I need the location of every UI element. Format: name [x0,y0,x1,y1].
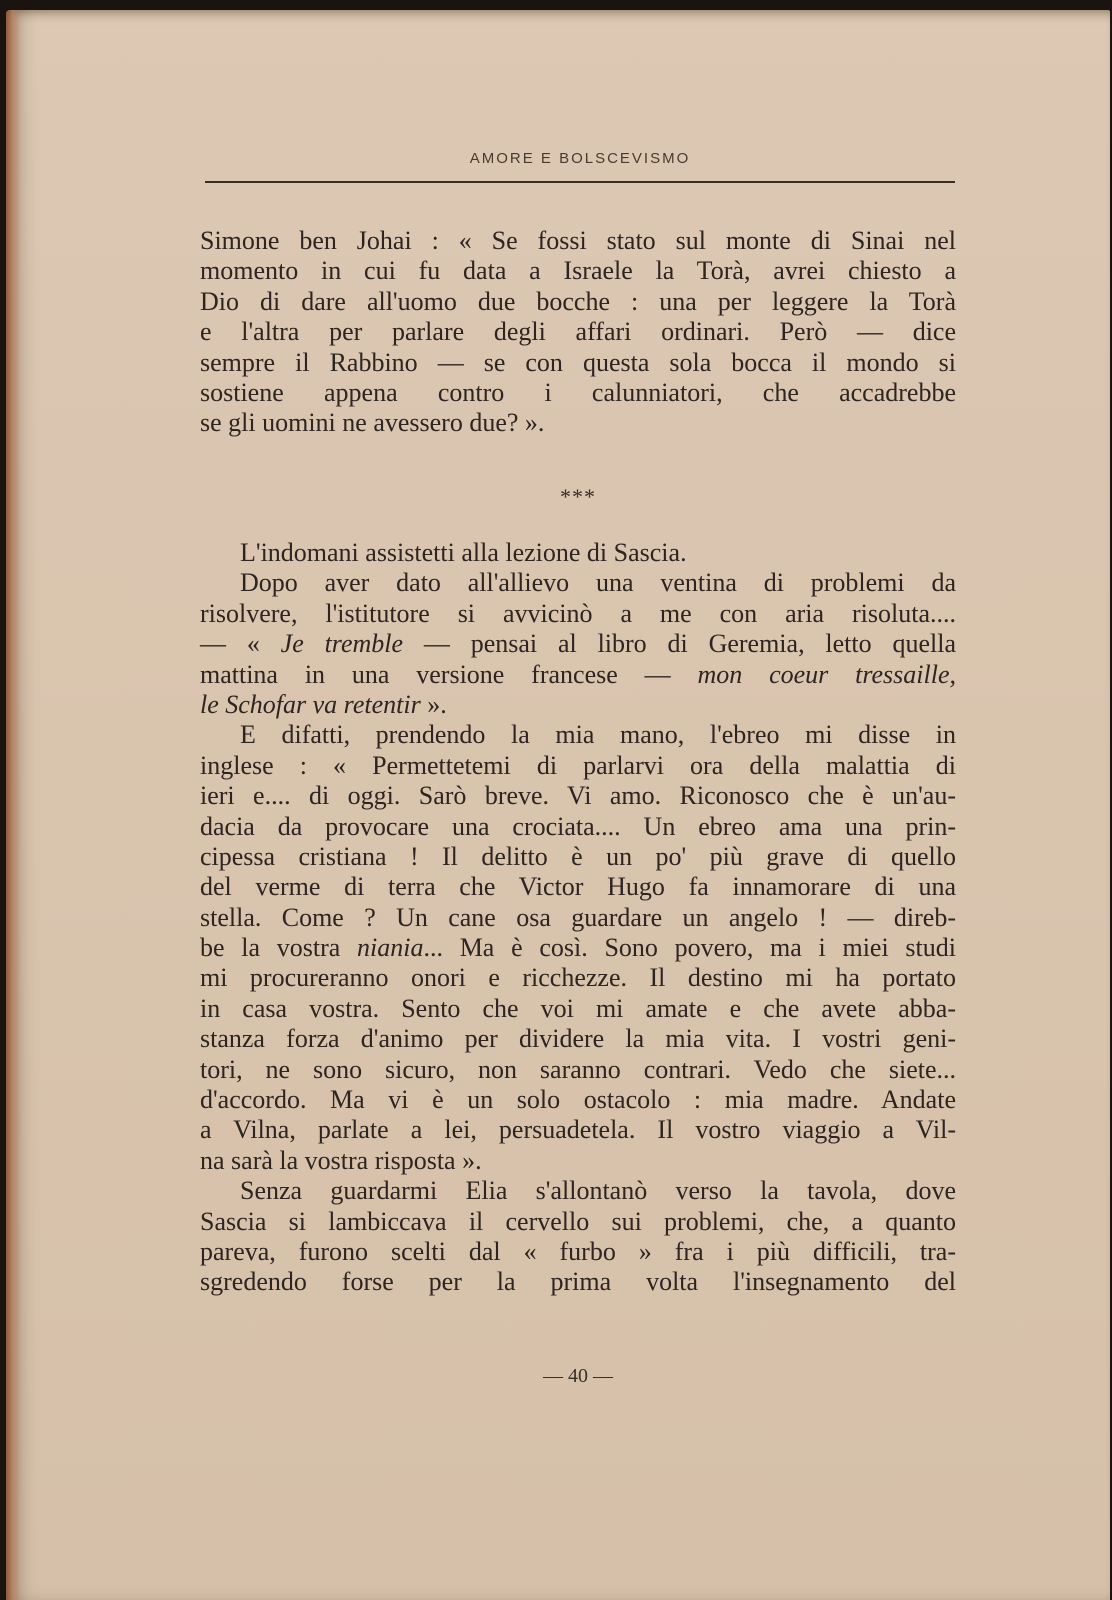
paragraph-1 [200,226,956,439]
text-line: inglese : « Permettetemi di parlarvi ora della malattia di [200,750,956,780]
text-line: in casa vostra. Sento che voi mi amate e che avete abba- [200,993,956,1023]
text-line: d'accordo. Ma vi è un solo ostacolo : mia madre. Andate [200,1085,956,1115]
page-number: — 40 — [543,1365,613,1387]
text-line: stella. Come ? Un cane osa guardare un angelo ! — direb- [200,902,956,932]
text-line: se gli uomini ne avessero due? ». [200,408,545,438]
text-line: ieri e.... di oggi. Sarò breve. Vi amo. Riconosco che è un'au- [200,781,956,811]
text-line: a Vilna, parlate a lei, persuadetela. Il vostro viaggio a Vil- [200,1115,956,1145]
paragraphs-body [200,538,956,1298]
text-line: pareva, furono scelti dal « furbo » fra i più difficili, tra- [200,1236,956,1266]
page-spine-edge [6,10,20,1600]
text-line: stanza forza d'animo per dividere la mia vita. I vostri geni- [200,1024,956,1054]
text-line-italic-mix: le Schofar va retentir ». [200,689,447,719]
text-line-italic-mix: mattina in una versione francese — mon coeur tressaille, [200,659,956,689]
text-line-italic-mix: be la vostra niania... Ma è così. Sono povero, ma i miei studi [200,933,956,963]
text-line: sempre il Rabbino — se con questa sola bocca il mondo si [200,347,956,377]
text-line: Senza guardarmi Elia s'allontanò verso la tavola, dove [240,1176,956,1206]
text-line: Dio di dare all'uomo due bocche : una per leggere la Torà [200,286,956,316]
text-line-italic-mix: — « Je tremble — pensai al libro di Geremia, letto quella [200,629,956,659]
running-head: AMORE E BOLSCEVISMO [469,150,691,167]
text-line: sgredendo forse per la prima volta l'insegnamento del [200,1267,956,1297]
text-line: na sarà la vostra risposta ». [200,1145,482,1175]
text-line: sostiene appena contro i calunniatori, che accadrebbe [200,377,956,407]
text-line: momento in cui fu data a Israele la Torà, avrei chiesto a [200,256,956,286]
text-line: del verme di terra che Victor Hugo fa innamorare di una [200,872,956,902]
text-line: Dopo aver dato all'allievo una ventina di problemi da [240,568,956,598]
header-rule [205,181,955,183]
text-line: Simone ben Johai : « Se fossi stato sul monte di Sinai nel [200,226,956,255]
text-line: mi procureranno onori e ricchezze. Il destino mi ha portato [200,963,956,993]
text-line: tori, ne sono sicuro, non saranno contrari. Vedo che siete... [200,1054,956,1084]
text-line: L'indomani assistetti alla lezione di Sascia. [240,538,687,567]
text-line: Sascia si lambiccava il cervello sui problemi, che, a quanto [200,1206,956,1236]
text-line: dacia da provocare una crociata.... Un ebreo ama una prin- [200,811,956,841]
text-line: cipessa cristiana ! Il delitto è un po' più grave di quello [200,841,956,871]
text-line: risolvere, l'istitutore si avvicinò a me con aria risoluta.... [200,598,956,628]
section-separator: *** [560,484,596,509]
text-line: E difatti, prendendo la mia mano, l'ebreo mi disse in [240,720,956,750]
text-line: e l'altra per parlare degli affari ordinari. Però — dice [200,317,956,347]
